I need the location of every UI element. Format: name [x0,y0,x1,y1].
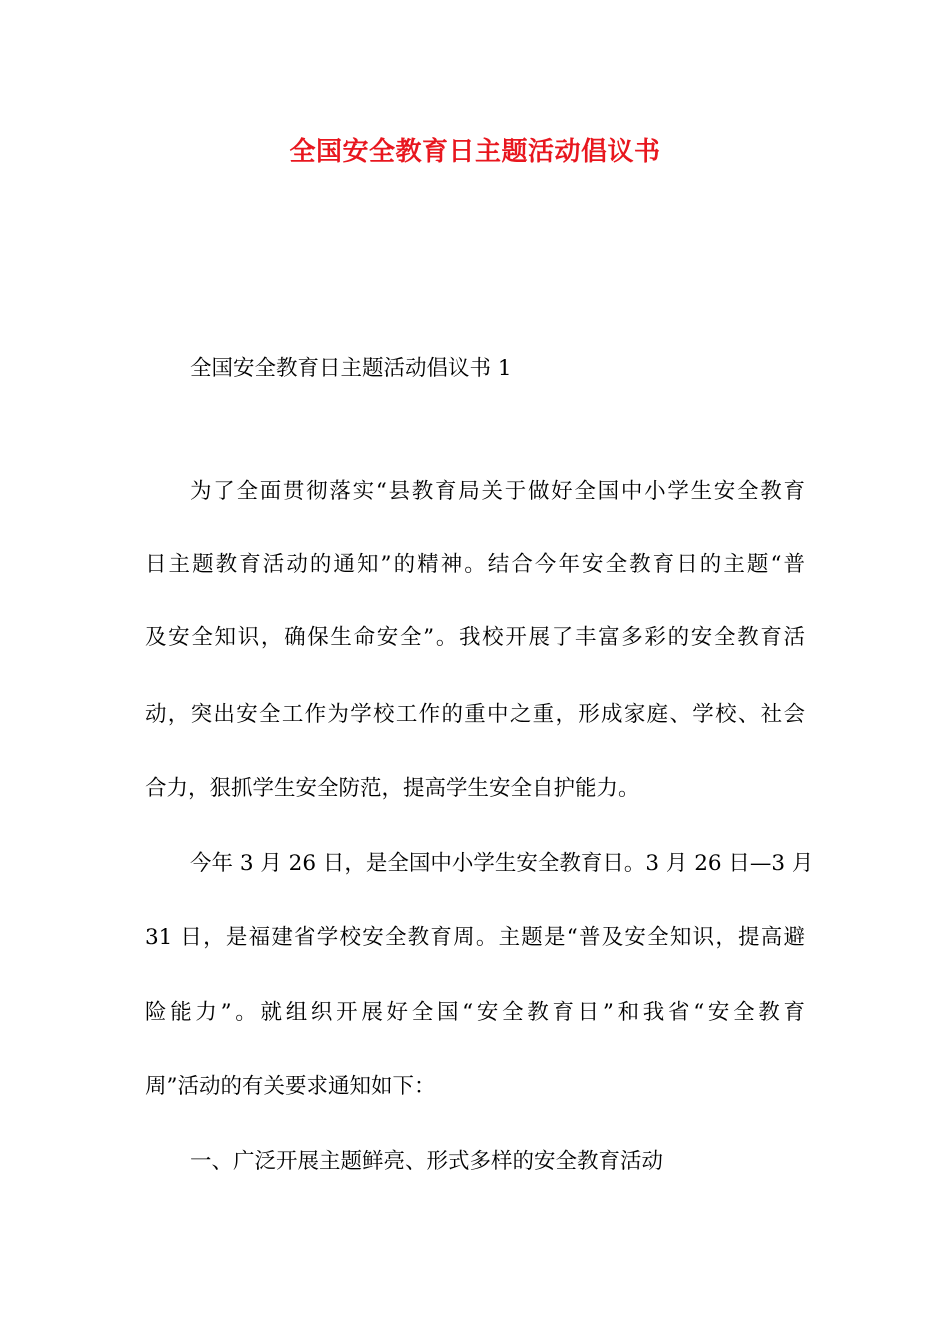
paragraph-line: 为了全面贯彻落实“县教育局关于做好全国中小学生安全教育 [190,479,805,504]
document-title: 全国安全教育日主题活动倡议书 [289,137,661,167]
paragraph-line: 及安全知识，确保生命安全”。我校开展了丰富多彩的安全教育活 [145,625,805,650]
paragraph-line: 周”活动的有关要求通知如下： [145,1074,436,1099]
section-heading: 一、广泛开展主题鲜亮、形式多样的安全教育活动 [190,1149,664,1174]
paragraph-line: 31 日，是福建省学校安全教育周。主题是“普及安全知识，提高避 [145,925,805,950]
paragraph-line: 险能力”。就组织开展好全国“安全教育日”和我省“安全教育 [145,1000,805,1025]
paragraph-line: 日主题教育活动的通知”的精神。结合今年安全教育日的主题“普 [145,552,805,577]
document-subtitle: 全国安全教育日主题活动倡议书 1 [190,356,512,381]
paragraph-line: 动，突出安全工作为学校工作的重中之重，形成家庭、学校、社会 [145,702,805,727]
paragraph-line: 今年 3 月 26 日，是全国中小学生安全教育日。3 月 26 日—3 月 [190,851,814,876]
paragraph-line: 合力，狠抓学生安全防范，提高学生安全自护能力。 [145,776,640,801]
